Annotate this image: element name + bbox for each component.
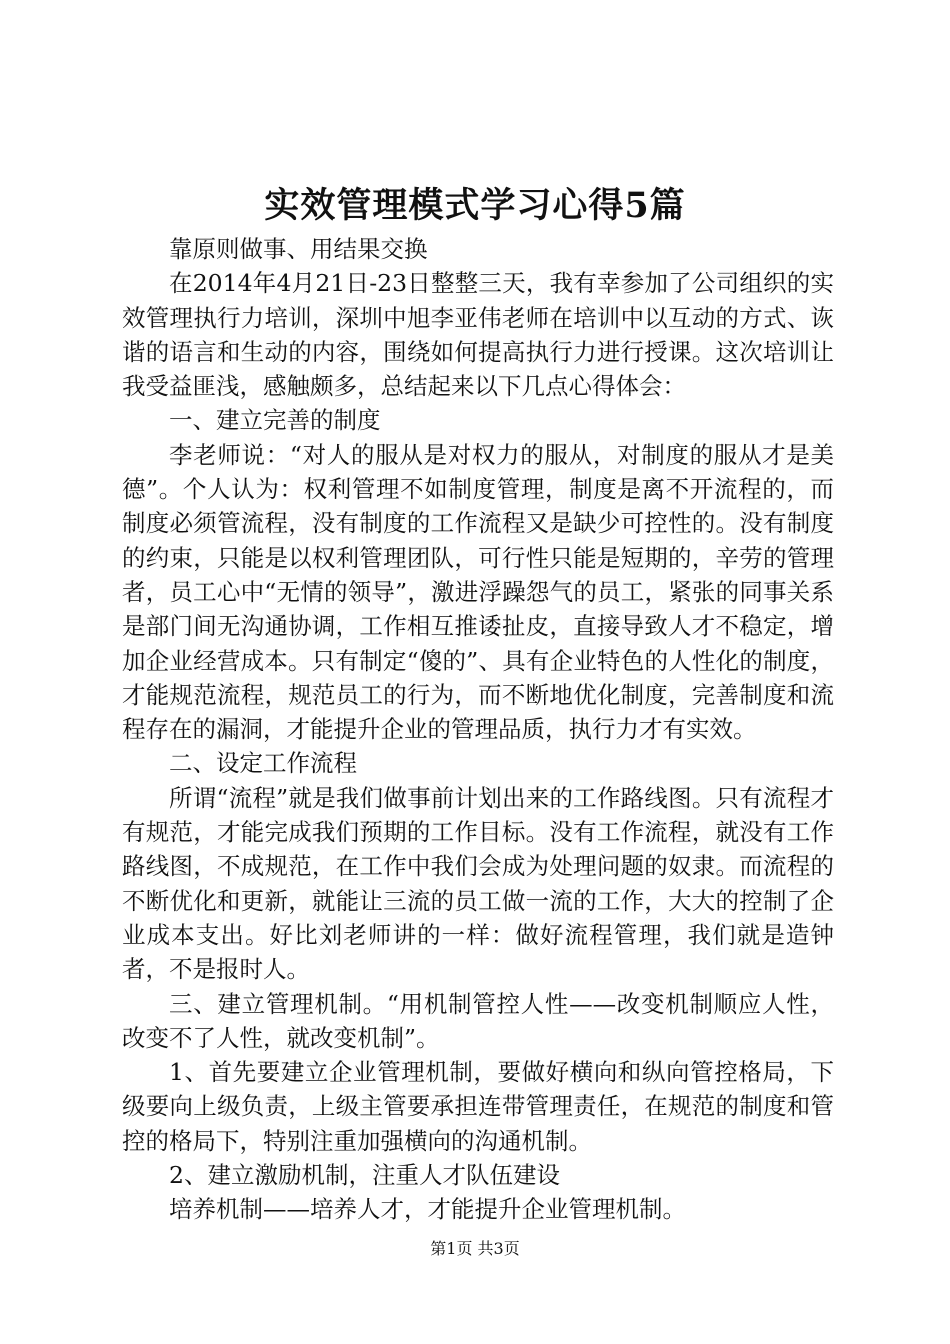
paragraph-10: 培养机制——培养人才，才能提升企业管理机制。 [169, 1195, 686, 1224]
paragraph-3: 一、建立完善的制度 [169, 406, 381, 435]
paragraph-9: 2、建立激励机制，注重人才队伍建设 [169, 1161, 560, 1190]
page-footer: 第1页 共3页 [430, 1239, 520, 1258]
paragraph-2: 在2014年4月21日-23日整整三天，我有幸参加了公司组织的实效管理执行力培训，深圳中旭李亚伟老师在培训中以互动的方式、诙谐的语言和生动的内容，围绕如何提高执行力进行授课。这次培训让我受益匪浅，感触颇多，总结起来以下几点心得体会： [122, 269, 834, 401]
paragraph-8: 1、首先要建立企业管理机制，要做好横向和纵向管控格局，下级要向上级负责，上级主管要承担连带管理责任，在规范的制度和管控的格局下，特别注重加强横向的沟通机制。 [122, 1058, 834, 1155]
paragraph-6: 所谓“流程”就是我们做事前计划出来的工作路线图。只有流程才有规范，才能完成我们预期的工作目标。没有工作流程，就没有工作路线图，不成规范，在工作中我们会成为处理问题的奴隶。而流程的不断优化和更新，就能让三流的员工做一流的工作，大大的控制了企业成本支出。好比刘老师讲的一样：做好流程管理，我们就是造钟者，不是报时人。 [122, 783, 834, 984]
paragraph-7: 三、建立管理机制。“用机制管控人性——改变机制顺应人性，改变不了人性，就改变机制”。 [122, 989, 834, 1052]
paragraph-5: 二、设定工作流程 [169, 749, 357, 778]
document-title: 实效管理模式学习心得5篇 [264, 185, 686, 226]
paragraph-4: 李老师说：“对人的服从是对权力的服从，对制度的服从才是美德”。个人认为：权利管理不如制度管理，制度是离不开流程的，而制度必须管流程，没有制度的工作流程又是缺少可控性的。没有制度的约束，只能是以权利管理团队，可行性只能是短期的，辛劳的管理者，员工心中“无情的领导”，激进浮躁怨气的员工，紧张的同事关系是部门间无沟通协调，工作相互推诿扯皮，直接导致人才不稳定，增加企业经营成本。只有制定“傻的”、具有企业特色的人性化的制度，才能规范流程，规范员工的行为，而不断地优化制度，完善制度和流程存在的漏洞，才能提升企业的管理品质，执行力才有实效。 [122, 440, 834, 744]
document-body [122, 232, 834, 1227]
paragraph-1: 靠原则做事、用结果交换 [169, 235, 428, 263]
